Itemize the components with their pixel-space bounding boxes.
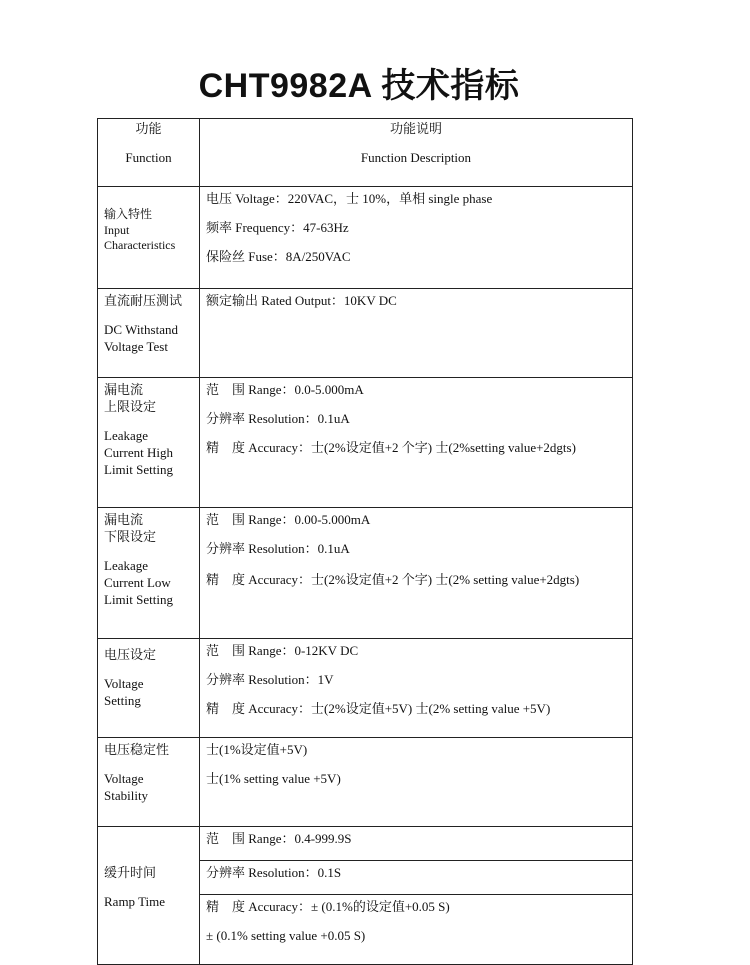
header-description-cell bbox=[200, 119, 633, 187]
spec-table bbox=[97, 118, 633, 965]
description-cell bbox=[200, 639, 633, 738]
spec-line: 精 度 Accuracy：士(2%设定值+5V) 士(2% setting value +5V) bbox=[206, 700, 551, 716]
spec-line: 分辨率 Resolution：1V bbox=[206, 671, 334, 687]
spec-line: 精 度 Accuracy：士(2%设定值+2 个字) 士(2%setting value+2dgts) bbox=[206, 439, 576, 455]
spec-line: 精 度 Accuracy：士(2%设定值+2 个字) 士(2% setting value+2dgts) bbox=[206, 571, 580, 587]
function-label-zh: 输入特性 bbox=[104, 207, 153, 221]
spec-line: 范 围 Range：0.00-5.000mA bbox=[206, 512, 371, 527]
description-cell bbox=[200, 508, 633, 639]
function-cell bbox=[98, 187, 200, 289]
spec-line: ± (0.1% setting value +0.05 S) bbox=[206, 927, 366, 943]
function-label-en: Voltage Test bbox=[104, 338, 168, 354]
function-cell bbox=[98, 738, 200, 827]
function-label-en: Current High bbox=[104, 444, 173, 460]
spec-line: 分辨率 Resolution：0.1S bbox=[206, 865, 342, 880]
header-description-en: Function Description bbox=[360, 149, 472, 165]
description-cell bbox=[200, 895, 633, 965]
function-cell bbox=[98, 289, 200, 378]
function-label-zh: 上限设定 bbox=[104, 398, 157, 414]
function-cell bbox=[98, 378, 200, 508]
table-row-ramp-time bbox=[98, 827, 633, 861]
spec-line: 额定输出 Rated Output：10KV DC bbox=[206, 293, 397, 308]
function-label-en: Limit Setting bbox=[104, 591, 173, 607]
function-label-zh: 电压设定 bbox=[104, 647, 157, 662]
function-label-en: Voltage bbox=[104, 770, 144, 786]
document-title: CHT9982A 技术指标 bbox=[198, 67, 520, 105]
table-row-leakage-high bbox=[98, 378, 633, 508]
function-label-zh: 漏电流 bbox=[104, 512, 144, 527]
function-cell bbox=[98, 508, 200, 639]
header-function-cell bbox=[98, 119, 200, 187]
spec-line: 分辨率 Resolution：0.1uA bbox=[206, 410, 350, 426]
description-cell bbox=[200, 861, 633, 895]
header-function-en: Function bbox=[125, 149, 172, 165]
function-label-zh: 电压稳定性 bbox=[104, 742, 170, 757]
function-label-en: Voltage bbox=[104, 675, 144, 691]
header-description-zh: 功能说明 bbox=[389, 121, 442, 136]
spec-line: 保险丝 Fuse：8A/250VAC bbox=[206, 248, 351, 264]
function-label-en: Input bbox=[104, 222, 130, 237]
function-label-en: Stability bbox=[104, 787, 149, 803]
table-row-leakage-low bbox=[98, 508, 633, 639]
function-label-en: Characteristics bbox=[104, 238, 176, 253]
description-cell bbox=[200, 289, 633, 378]
table-row-input bbox=[98, 187, 633, 289]
description-cell bbox=[200, 187, 633, 289]
spec-line: 范 围 Range：0-12KV DC bbox=[206, 643, 359, 658]
spec-line: 分辨率 Resolution：0.1uA bbox=[206, 540, 350, 556]
spec-line: 电压 Voltage：220VAC，士 10%，单相 single phase bbox=[206, 191, 493, 206]
description-cell bbox=[200, 738, 633, 827]
function-cell bbox=[98, 827, 200, 965]
spec-line: 士(1% setting value +5V) bbox=[206, 770, 341, 786]
spec-line: 士(1%设定值+5V) bbox=[206, 742, 308, 757]
function-cell bbox=[98, 639, 200, 738]
table-row-dc-withstand bbox=[98, 289, 633, 378]
spec-line: 频率 Frequency：47-63Hz bbox=[206, 219, 349, 235]
table-header-row bbox=[98, 119, 633, 187]
table-row-voltage-stability bbox=[98, 738, 633, 827]
spec-line: 精 度 Accuracy：± (0.1%的设定值+0.05 S) bbox=[206, 899, 450, 914]
function-label-zh: 漏电流 bbox=[104, 382, 144, 397]
header-function-zh: 功能 bbox=[135, 121, 162, 136]
function-label-zh: 直流耐压测试 bbox=[104, 293, 183, 308]
function-label-zh: 下限设定 bbox=[104, 528, 157, 544]
description-cell bbox=[200, 827, 633, 861]
function-label-en: Limit Setting bbox=[104, 461, 173, 477]
spec-line: 范 围 Range：0.0-5.000mA bbox=[206, 382, 364, 397]
table-row-voltage-setting bbox=[98, 639, 633, 738]
function-label-en: Leakage bbox=[104, 557, 149, 573]
function-label-en: DC Withstand bbox=[104, 321, 178, 337]
spec-line: 范 围 Range：0.4-999.9S bbox=[206, 831, 352, 846]
function-label-en: Ramp Time bbox=[104, 893, 166, 909]
function-label-en: Leakage bbox=[104, 427, 149, 443]
function-label-en: Setting bbox=[104, 692, 141, 708]
description-cell bbox=[200, 378, 633, 508]
function-label-zh: 缓升时间 bbox=[104, 865, 157, 880]
function-label-en: Current Low bbox=[104, 574, 171, 590]
